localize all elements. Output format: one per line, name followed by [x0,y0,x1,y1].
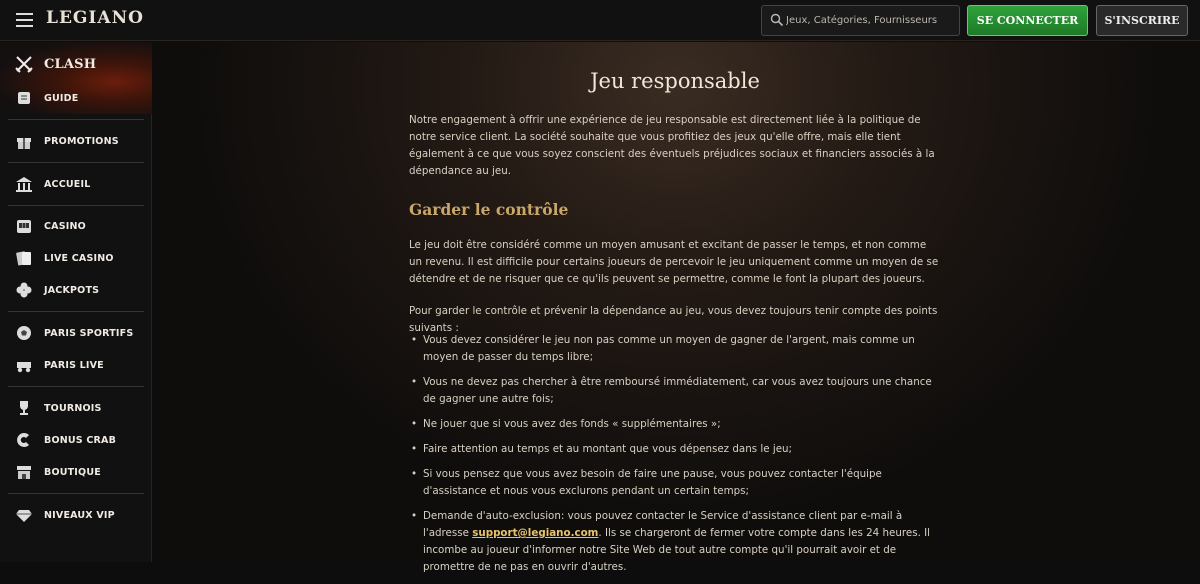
crossed-swords-icon [14,54,34,74]
divider [8,162,144,163]
sidebar-item-label: BONUS CRAB [44,434,117,446]
list-item: • Faire attention au temps et au montant que vous dépensez dans le jeu; [409,441,941,458]
list-item: • Vous ne devez pas chercher à être remboursé immédiatement, car vous avez toujours une chance de gagner une autre fois; [409,374,941,408]
login-button[interactable]: SE CONNECTER [967,5,1088,36]
sidebar-item-jackpots[interactable] [14,279,99,301]
divider [8,311,144,312]
section-title: Garder le contrôle [409,200,569,219]
divider [8,205,144,206]
divider [8,386,144,387]
sidebar-item-niveaux-vip[interactable] [14,504,115,526]
main-content [153,42,1200,573]
sidebar-item-label: CLASH [44,56,97,72]
list-item [409,508,941,576]
search-input[interactable] [786,6,956,35]
slot-machine-icon [14,216,34,236]
scroll-icon [14,88,34,108]
sidebar-item-guide[interactable] [14,87,78,109]
list-item-text: Demande d'auto-exclusion: vous pouvez contacter le Service d'assistance client par e-mail à l'adresse [423,510,903,539]
ball-icon [14,323,34,343]
sidebar-item-paris-sportifs[interactable] [14,322,133,344]
sidebar-item-label: JACKPOTS [44,284,100,296]
sidebar-item-bonus-crab[interactable] [14,429,116,451]
list-item-text: . Ils se chargeront de fermer votre compte dans les 24 heures. Il incombe au joueur d'informer notre Site Web de tout autre compte qu'il pourrait avoir et de promettre de ne pas en ouvrir d'autres. [423,527,931,573]
menu-icon[interactable] [16,13,33,27]
sidebar-item-label: PARIS LIVE [44,359,104,371]
crab-icon [14,430,34,450]
chariot-icon [14,355,34,375]
shop-icon [14,462,34,482]
sidebar-item-promotions[interactable] [14,130,119,152]
list-item: • Vous devez considérer le jeu non pas comme un moyen de gagner de l'argent, mais comme un moyen de passer du temps libre; [409,332,941,366]
top-bar [0,0,1200,41]
trophy-icon [14,398,34,418]
list-item: • Ne jouer que si vous avez des fonds « supplémentaires »; [409,416,941,433]
intro-paragraph: Notre engagement à offrir une expérience de jeu responsable est directement liée à la politique de notre service client. La société souhaite que vous profitiez des jeux qu'elle offre, mais elle tient également à ce que vous soyez conscient des éventuels préjudices sociaux et financiers associés à la dépendance au jeu. [409,114,935,177]
sidebar-item-clash[interactable] [14,53,96,75]
sidebar-item-boutique[interactable] [14,461,101,483]
sidebar-item-label: NIVEAUX VIP [44,509,115,521]
sidebar-item-label: PROMOTIONS [44,135,119,147]
paragraph: Le jeu doit être considéré comme un moyen amusant et excitant de passer le temps, et non comme un revenu. Il est difficile pour certains joueurs de percevoir le jeu uniquement comme un moyen de se détendre et de ne risquer que ce qu'ils peuvent se permettre, comme le font la plupart des joueurs. [409,239,939,285]
search-icon [770,13,784,27]
sidebar-item-label: GUIDE [44,92,79,104]
divider [8,119,144,120]
sidebar-item-label: LIVE CASINO [44,252,114,264]
search-box[interactable] [761,5,960,36]
sidebar-item-live-casino[interactable] [14,247,114,269]
sidebar-item-label: CASINO [44,220,86,232]
temple-icon [14,174,34,194]
gift-icon [14,131,34,151]
sidebar-item-paris-live[interactable] [14,354,104,376]
clover-icon [14,280,34,300]
sidebar-item-casino[interactable] [14,215,86,237]
sidebar-item-tournois[interactable] [14,397,102,419]
divider [8,493,144,494]
logo[interactable]: LEGIANO [46,8,144,28]
sidebar-item-accueil[interactable] [14,173,91,195]
sidebar-item-label: TOURNOIS [44,402,102,414]
sidebar-item-label: PARIS SPORTIFS [44,327,134,339]
list-item: • Si vous pensez que vous avez besoin de faire une pause, vous pouvez contacter l'équipe d'assistance et nous vous exclurons pendant un certain temps; [409,466,941,500]
support-email-link[interactable]: support@legiano.com [472,527,599,539]
tips-list [409,332,941,584]
sidebar-item-label: BOUTIQUE [44,466,101,478]
diamond-icon [14,505,34,525]
sidebar-item-label: ACCUEIL [44,178,91,190]
cards-icon [14,248,34,268]
page-title: Jeu responsable [590,69,760,93]
paragraph: Pour garder le contrôle et prévenir la dépendance au jeu, vous devez toujours tenir compte des points suivants : [409,305,938,334]
sidebar [0,42,152,562]
signup-button[interactable]: S'INSCRIRE [1096,5,1188,36]
